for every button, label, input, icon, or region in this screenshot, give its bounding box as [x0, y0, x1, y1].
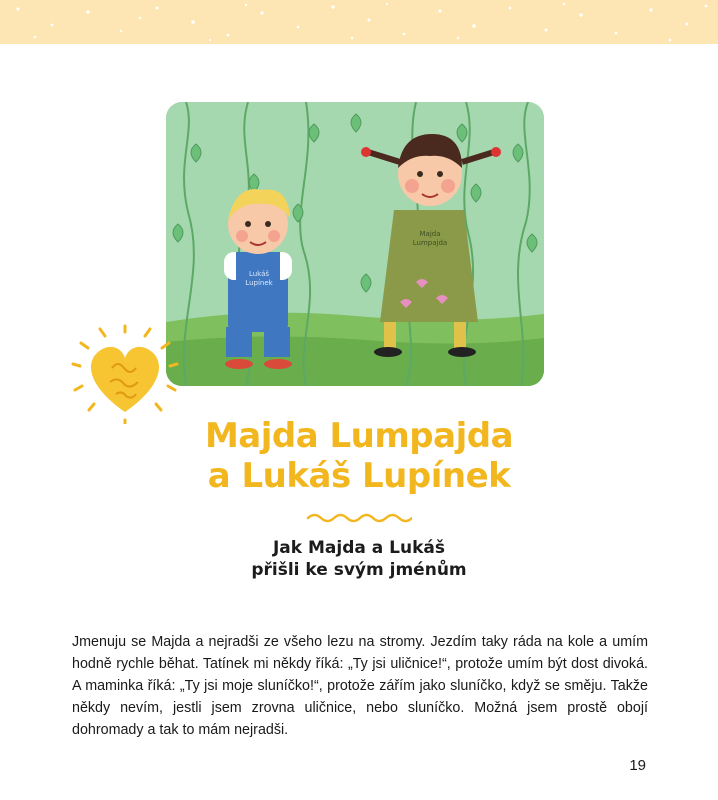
- girl-shirt-lettering: Majda Lumpajda: [412, 230, 448, 247]
- sun-heart-icon: [70, 324, 180, 424]
- subtitle-line-1: Jak Majda a Lukáš: [272, 538, 446, 558]
- story-title: [0, 416, 718, 496]
- subtitle-line-2: přišli ke svým jménům: [251, 560, 467, 580]
- children-illustration: [166, 102, 544, 386]
- title-line-1: Majda Lumpajda: [204, 416, 514, 456]
- chapter-subtitle: [0, 537, 718, 581]
- title-line-2: a Lukáš Lupínek: [207, 456, 511, 496]
- page-number: 19: [629, 757, 646, 774]
- wavy-divider: [306, 512, 412, 524]
- decorative-top-band: [0, 0, 718, 44]
- story-paragraph: Jmenuju se Majda a nejradši ze všeho lezu na stromy. Jezdím taky ráda na kole a umím hodně rychle běhat. Tatínek mi někdy říká: „Ty jsi uličnice!“, protože umím být dost divoká. A maminka říká: „Ty jsi moje sluníčko!“, protože zářím jako sluníčko, když se směju. Takže někdy nevím, jestli jsem zrovna uličnice, nebo sluníčko. Možná jsem prostě obojí dohromady a tak to mám nejradši.: [72, 634, 648, 738]
- boy-overalls-lettering: Lukáš Lupínek: [245, 270, 273, 287]
